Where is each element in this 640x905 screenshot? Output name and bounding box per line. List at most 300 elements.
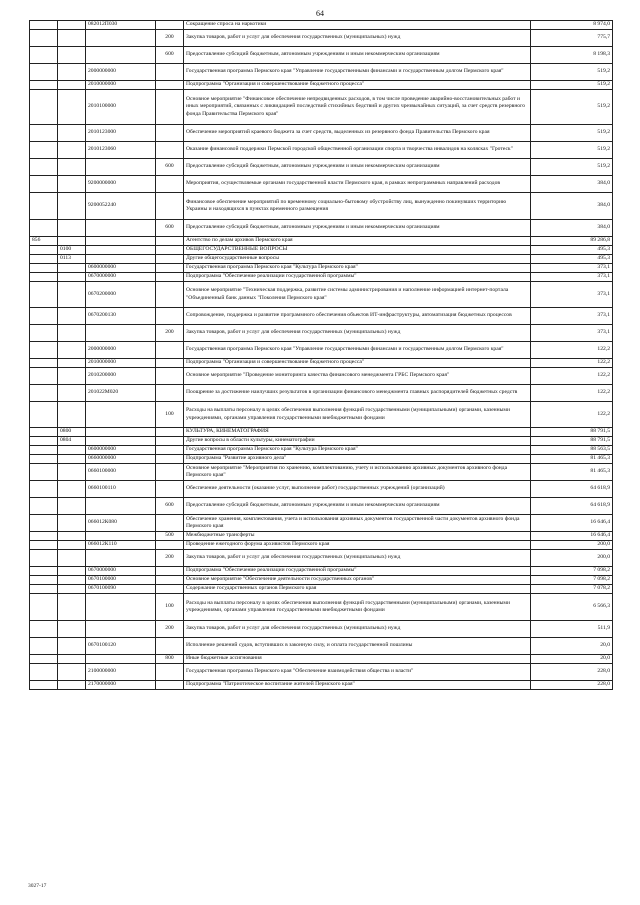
row-section-code	[58, 47, 86, 64]
row-section-code	[58, 237, 86, 246]
row-name: Закупка товаров, работ и услуг для обеспечения государственных (муниципальных) нужд	[184, 325, 531, 342]
table-row	[30, 655, 613, 664]
row-name: Закупка товаров, работ и услуг для обеспечения государственных (муниципальных) нужд	[184, 30, 531, 47]
row-article-code: 2010123000	[86, 125, 156, 142]
row-expense-type	[156, 308, 184, 325]
row-expense-type	[156, 125, 184, 142]
row-sum: 7 098,2	[531, 576, 613, 585]
row-section-code: 0804	[58, 437, 86, 446]
table-row	[30, 464, 613, 481]
row-article-code: 9200000000	[86, 176, 156, 193]
row-section-code	[58, 21, 86, 30]
row-sum: 88 563,5	[531, 446, 613, 455]
row-section-code: 0100	[58, 246, 86, 255]
row-name: Предоставление субсидий бюджетным, автономным учреждениям и иным некоммерческим организациям	[184, 47, 531, 64]
row-article-code	[86, 237, 156, 246]
row-article-code: 0670000000	[86, 567, 156, 576]
row-expense-type	[156, 368, 184, 385]
row-article-code: 082012П030	[86, 21, 156, 30]
row-name: Обеспечение мероприятий краевого бюджета за счет средств, выделенных из резервного фонда Правительства Пермского края	[184, 125, 531, 142]
row-sum: 7 078,2	[531, 585, 613, 594]
row-sum: 384,0	[531, 220, 613, 237]
row-article-code	[86, 402, 156, 428]
row-article-code: 2000000000	[86, 342, 156, 359]
table-row	[30, 30, 613, 47]
row-expense-type	[156, 455, 184, 464]
row-name: Обеспечение деятельности (оказание услуг, выполнение работ) государственных учреждений (организаций)	[184, 481, 531, 498]
table-row	[30, 21, 613, 30]
table-row	[30, 437, 613, 446]
row-section-code	[58, 655, 86, 664]
row-expense-type	[156, 638, 184, 655]
row-sum: 228,0	[531, 681, 613, 690]
table-row	[30, 594, 613, 621]
row-expense-type	[156, 282, 184, 308]
row-section-code	[58, 498, 86, 515]
row-expense-type	[156, 576, 184, 585]
row-department-code	[30, 64, 58, 81]
row-article-code: 2010100000	[86, 90, 156, 125]
row-expense-type	[156, 273, 184, 282]
row-article-code: 9200052240	[86, 193, 156, 220]
row-expense-type	[156, 142, 184, 159]
row-expense-type	[156, 193, 184, 220]
row-department-code	[30, 21, 58, 30]
row-name: Основное мероприятие "Финансовое обеспечение непредвиденных расходов, в том числе проведение аварийно-восстановительных работ и иных мероприятий, связанных с ликвидацией последствий стихийных бедствий и других чрезвычайных ситуаций, за счет средств резервного фонда Правительства Пермского края"	[184, 90, 531, 125]
table-row	[30, 541, 613, 550]
table-row	[30, 220, 613, 237]
table-row	[30, 255, 613, 264]
table-row	[30, 532, 613, 541]
row-article-code	[86, 655, 156, 664]
table-row	[30, 282, 613, 308]
row-article-code: 0660100110	[86, 481, 156, 498]
row-name: Подпрограмма "Обеспечение реализации государственной программы"	[184, 273, 531, 282]
row-name: Государственная программа Пермского края "Управление государственными финансами и государственным долгом Пермского края"	[184, 64, 531, 81]
row-expense-type	[156, 428, 184, 437]
row-article-code: 201022М020	[86, 385, 156, 402]
row-section-code	[58, 282, 86, 308]
row-sum: 519,2	[531, 159, 613, 176]
row-expense-type	[156, 481, 184, 498]
row-department-code	[30, 246, 58, 255]
row-name: КУЛЬТУРА, КИНЕМАТОГРАФИЯ	[184, 428, 531, 437]
row-section-code	[58, 64, 86, 81]
row-department-code	[30, 541, 58, 550]
row-sum: 200,0	[531, 541, 613, 550]
row-sum: 775,7	[531, 30, 613, 47]
row-department-code	[30, 264, 58, 273]
row-department-code	[30, 664, 58, 681]
table-row	[30, 550, 613, 567]
row-expense-type	[156, 90, 184, 125]
row-article-code	[86, 428, 156, 437]
row-expense-type	[156, 664, 184, 681]
row-name: Содержание государственных органов Пермского края	[184, 585, 531, 594]
row-article-code: 0660000000	[86, 455, 156, 464]
table-row	[30, 585, 613, 594]
row-section-code	[58, 567, 86, 576]
row-department-code	[30, 47, 58, 64]
row-sum: 64 618,9	[531, 498, 613, 515]
row-department-code	[30, 428, 58, 437]
row-section-code	[58, 368, 86, 385]
row-department-code	[30, 125, 58, 142]
row-sum: 81 465,3	[531, 464, 613, 481]
row-section-code	[58, 446, 86, 455]
row-name: Основное мероприятие "Мероприятия по хранению, комплектованию, учету и использованию архивных документов архивного фонда Пермского края"	[184, 464, 531, 481]
table-row	[30, 576, 613, 585]
row-article-code	[86, 532, 156, 541]
row-section-code	[58, 385, 86, 402]
row-name: Государственная программа Пермского края "Культура Пермского края"	[184, 264, 531, 273]
row-sum: 7 098,2	[531, 567, 613, 576]
table-row	[30, 681, 613, 690]
row-name: Государственная программа Пермского края "Управление государственными финансами и государственным долгом Пермского края"	[184, 342, 531, 359]
row-section-code	[58, 541, 86, 550]
row-department-code	[30, 193, 58, 220]
row-name: Подпрограмма "Обеспечение реализации государственной программы"	[184, 567, 531, 576]
row-name: Предоставление субсидий бюджетным, автономным учреждениям и иным некоммерческим организациям	[184, 498, 531, 515]
row-section-code	[58, 359, 86, 368]
row-article-code	[86, 220, 156, 237]
row-name: Предоставление субсидий бюджетным, автономным учреждениям и иным некоммерческим организациям	[184, 220, 531, 237]
row-section-code	[58, 532, 86, 541]
row-department-code	[30, 402, 58, 428]
table-row	[30, 385, 613, 402]
row-section-code	[58, 81, 86, 90]
row-department-code	[30, 81, 58, 90]
row-department-code	[30, 585, 58, 594]
table-row	[30, 246, 613, 255]
row-expense-type: 100	[156, 402, 184, 428]
row-sum: 373,1	[531, 273, 613, 282]
row-department-code	[30, 176, 58, 193]
row-expense-type: 200	[156, 325, 184, 342]
row-sum: 20,0	[531, 655, 613, 664]
table-row	[30, 237, 613, 246]
table-row	[30, 159, 613, 176]
table-row	[30, 176, 613, 193]
row-article-code	[86, 594, 156, 621]
row-expense-type: 100	[156, 594, 184, 621]
row-expense-type	[156, 237, 184, 246]
row-article-code	[86, 325, 156, 342]
row-sum: 8 198,3	[531, 47, 613, 64]
row-article-code: 066012К080	[86, 515, 156, 532]
table-row	[30, 47, 613, 64]
row-section-code	[58, 264, 86, 273]
row-article-code: 2010200000	[86, 368, 156, 385]
row-department-code	[30, 308, 58, 325]
row-name: Финансовое обеспечение мероприятий по временному социально-бытовому обустройству лиц, вынужденно покинувших территорию Украины и находящихся в пунктах временного размещения	[184, 193, 531, 220]
row-name: Подпрограмма "Организация и совершенствование бюджетного процесса"	[184, 359, 531, 368]
row-expense-type: 200	[156, 621, 184, 638]
row-name: Основное мероприятие "Проведение мониторинга качества финансового менеджмента ГРБС Пермского края"	[184, 368, 531, 385]
table-row	[30, 359, 613, 368]
row-article-code: 2010123060	[86, 142, 156, 159]
row-name: Агентство по делам архивов Пермского края	[184, 237, 531, 246]
row-article-code: 066012К110	[86, 541, 156, 550]
row-article-code	[86, 437, 156, 446]
row-name: Закупка товаров, работ и услуг для обеспечения государственных (муниципальных) нужд	[184, 550, 531, 567]
row-sum: 519,2	[531, 125, 613, 142]
row-department-code	[30, 282, 58, 308]
table-row	[30, 446, 613, 455]
row-article-code	[86, 498, 156, 515]
table-row	[30, 455, 613, 464]
table-row	[30, 264, 613, 273]
row-department-code	[30, 385, 58, 402]
row-department-code	[30, 576, 58, 585]
row-department-code	[30, 594, 58, 621]
row-article-code: 0600000000	[86, 446, 156, 455]
row-sum: 122,2	[531, 385, 613, 402]
row-department-code	[30, 498, 58, 515]
row-section-code	[58, 464, 86, 481]
row-sum: 6 566,3	[531, 594, 613, 621]
row-expense-type	[156, 681, 184, 690]
row-section-code	[58, 342, 86, 359]
table-row	[30, 193, 613, 220]
row-department-code	[30, 368, 58, 385]
row-department-code	[30, 446, 58, 455]
row-expense-type	[156, 359, 184, 368]
row-section-code: 0113	[58, 255, 86, 264]
row-section-code	[58, 159, 86, 176]
row-sum: 122,2	[531, 402, 613, 428]
row-name: Государственная программа Пермского края "Культура Пермского края"	[184, 446, 531, 455]
row-article-code	[86, 550, 156, 567]
row-department-code	[30, 220, 58, 237]
row-section-code	[58, 481, 86, 498]
row-section-code	[58, 402, 86, 428]
row-expense-type	[156, 437, 184, 446]
row-section-code	[58, 142, 86, 159]
row-name: Расходы на выплаты персоналу в целях обеспечения выполнения функций государственными (муниципальными) органами, казенными учреждениями, органами управления государственными внебюджетными фондами	[184, 402, 531, 428]
row-article-code	[86, 621, 156, 638]
row-sum: 64 618,9	[531, 481, 613, 498]
row-name: Основное мероприятие "Обеспечение деятельности государственных органов"	[184, 576, 531, 585]
row-sum: 373,1	[531, 264, 613, 273]
table-row	[30, 664, 613, 681]
row-name: Другие общегосударственные вопросы	[184, 255, 531, 264]
row-article-code: 0670000000	[86, 273, 156, 282]
row-department-code	[30, 550, 58, 567]
row-name: Подпрограмма "Развитие архивного дела"	[184, 455, 531, 464]
row-sum: 200,0	[531, 550, 613, 567]
row-department-code: 856	[30, 237, 58, 246]
row-department-code	[30, 359, 58, 368]
row-expense-type: 200	[156, 550, 184, 567]
row-sum: 373,1	[531, 325, 613, 342]
row-expense-type	[156, 464, 184, 481]
row-sum: 8 974,0	[531, 21, 613, 30]
row-expense-type	[156, 585, 184, 594]
table-row	[30, 498, 613, 515]
row-section-code	[58, 550, 86, 567]
row-article-code: 2100000000	[86, 664, 156, 681]
row-sum: 511,9	[531, 621, 613, 638]
row-department-code	[30, 325, 58, 342]
row-name: Обеспечение хранения, комплектования, учета и использования архивных документов государственной части документов архивного фонда Пермского края	[184, 515, 531, 532]
row-sum: 373,1	[531, 308, 613, 325]
table-row	[30, 308, 613, 325]
row-expense-type: 600	[156, 220, 184, 237]
row-sum: 16 646,4	[531, 532, 613, 541]
row-section-code	[58, 220, 86, 237]
row-section-code	[58, 176, 86, 193]
row-article-code	[86, 30, 156, 47]
row-name: ОБЩЕГОСУДАРСТВЕННЫЕ ВОПРОСЫ	[184, 246, 531, 255]
row-name: Подпрограмма "Организация и совершенствование бюджетного процесса"	[184, 81, 531, 90]
row-department-code	[30, 681, 58, 690]
row-section-code	[58, 325, 86, 342]
table-row	[30, 325, 613, 342]
row-expense-type	[156, 255, 184, 264]
row-name: Поощрение за достижение наилучших результатов в организации финансового менеджмента главных распорядителей бюджетных средств	[184, 385, 531, 402]
row-expense-type	[156, 81, 184, 90]
row-name: Подпрограмма "Патриотическое воспитание жителей Пермского края"	[184, 681, 531, 690]
row-name: Мероприятия, осуществляемые органами государственной власти Пермского края, в рамках непрограммных направлений расходов	[184, 176, 531, 193]
row-name: Основное мероприятие "Техническая поддержка, развитие системы администрирования и наполнение информацией интернет-портала "Объединенный банк данных "Поколения Пермского края"	[184, 282, 531, 308]
row-article-code: 0670200130	[86, 308, 156, 325]
row-sum: 122,2	[531, 359, 613, 368]
row-article-code	[86, 47, 156, 64]
footer-code: 3027-17	[28, 883, 47, 889]
table-row	[30, 81, 613, 90]
table-row	[30, 621, 613, 638]
row-department-code	[30, 273, 58, 282]
row-expense-type	[156, 446, 184, 455]
row-section-code	[58, 594, 86, 621]
table-row	[30, 64, 613, 81]
row-department-code	[30, 464, 58, 481]
row-section-code	[58, 585, 86, 594]
row-name: Межбюджетные трансферты	[184, 532, 531, 541]
row-expense-type	[156, 515, 184, 532]
table-row	[30, 368, 613, 385]
row-expense-type	[156, 246, 184, 255]
row-name: Предоставление субсидий бюджетным, автономным учреждениям и иным некоммерческим организациям	[184, 159, 531, 176]
row-section-code	[58, 455, 86, 464]
row-section-code	[58, 576, 86, 585]
row-article-code: 2010000000	[86, 359, 156, 368]
row-name: Исполнение решений судов, вступивших в законную силу, и оплата государственной пошлины	[184, 638, 531, 655]
row-sum: 122,2	[531, 342, 613, 359]
row-article-code: 0670100120	[86, 638, 156, 655]
table-row	[30, 481, 613, 498]
table-row	[30, 638, 613, 655]
page-number: 64	[316, 9, 324, 18]
table-row	[30, 342, 613, 359]
row-section-code	[58, 515, 86, 532]
row-expense-type	[156, 342, 184, 359]
row-section-code	[58, 308, 86, 325]
row-name: Сокращение спроса на наркотики	[184, 21, 531, 30]
row-sum: 495,3	[531, 255, 613, 264]
row-department-code	[30, 481, 58, 498]
row-expense-type: 600	[156, 498, 184, 515]
row-sum: 384,0	[531, 193, 613, 220]
row-sum: 122,2	[531, 368, 613, 385]
row-department-code	[30, 638, 58, 655]
row-article-code: 0670100090	[86, 585, 156, 594]
row-expense-type: 600	[156, 159, 184, 176]
row-section-code	[58, 193, 86, 220]
row-article-code: 2170000000	[86, 681, 156, 690]
table-row	[30, 567, 613, 576]
row-expense-type: 600	[156, 47, 184, 64]
row-department-code	[30, 30, 58, 47]
row-section-code	[58, 273, 86, 282]
row-sum: 519,2	[531, 142, 613, 159]
row-name: Оказание финансовой поддержки Пермской городской общественной организации спорта и творчества инвалидов на колясках "Гротеск"	[184, 142, 531, 159]
row-section-code	[58, 125, 86, 142]
row-expense-type	[156, 64, 184, 81]
row-sum: 228,0	[531, 664, 613, 681]
table-row	[30, 273, 613, 282]
row-sum: 384,0	[531, 176, 613, 193]
row-section-code	[58, 30, 86, 47]
table-row	[30, 90, 613, 125]
budget-table	[29, 20, 613, 690]
row-department-code	[30, 255, 58, 264]
table-row	[30, 515, 613, 532]
table-row	[30, 125, 613, 142]
row-sum: 88 791,5	[531, 437, 613, 446]
row-article-code: 0600000000	[86, 264, 156, 273]
row-expense-type	[156, 176, 184, 193]
row-sum: 88 791,5	[531, 428, 613, 437]
row-department-code	[30, 159, 58, 176]
row-department-code	[30, 90, 58, 125]
row-section-code	[58, 681, 86, 690]
row-sum: 89 286,8	[531, 237, 613, 246]
row-sum: 373,1	[531, 282, 613, 308]
row-sum: 519,2	[531, 64, 613, 81]
row-name: Другие вопросы в области культуры, кинематографии	[184, 437, 531, 446]
row-name: Государственная программа Пермского края "Обеспечение взаимодействия общества и власти"	[184, 664, 531, 681]
row-expense-type	[156, 567, 184, 576]
row-section-code	[58, 90, 86, 125]
row-department-code	[30, 437, 58, 446]
row-expense-type	[156, 541, 184, 550]
table-row	[30, 142, 613, 159]
row-name: Расходы на выплаты персоналу в целях обеспечения выполнения функций государственными (муниципальными) органами, казенными учреждениями, органами управления государственными внебюджетными фондами	[184, 594, 531, 621]
row-article-code: 0670100000	[86, 576, 156, 585]
row-name: Закупка товаров, работ и услуг для обеспечения государственных (муниципальных) нужд	[184, 621, 531, 638]
row-article-code: 0670200000	[86, 282, 156, 308]
row-expense-type: 200	[156, 30, 184, 47]
row-section-code	[58, 621, 86, 638]
row-expense-type	[156, 385, 184, 402]
table-row	[30, 402, 613, 428]
row-section-code	[58, 664, 86, 681]
row-department-code	[30, 655, 58, 664]
row-expense-type	[156, 21, 184, 30]
row-department-code	[30, 532, 58, 541]
row-sum: 81 465,3	[531, 455, 613, 464]
row-department-code	[30, 342, 58, 359]
row-article-code: 2010000000	[86, 81, 156, 90]
row-name: Сопровождение, поддержка и развитие программного обеспечения объектов ИТ-инфраструктуры, автоматизация бюджетных процессов	[184, 308, 531, 325]
row-sum: 519,2	[531, 90, 613, 125]
row-name: Проведение ежегодного форума архивистов Пермского края	[184, 541, 531, 550]
row-sum: 495,3	[531, 246, 613, 255]
row-sum: 16 646,4	[531, 515, 613, 532]
row-name: Иные бюджетные ассигнования	[184, 655, 531, 664]
